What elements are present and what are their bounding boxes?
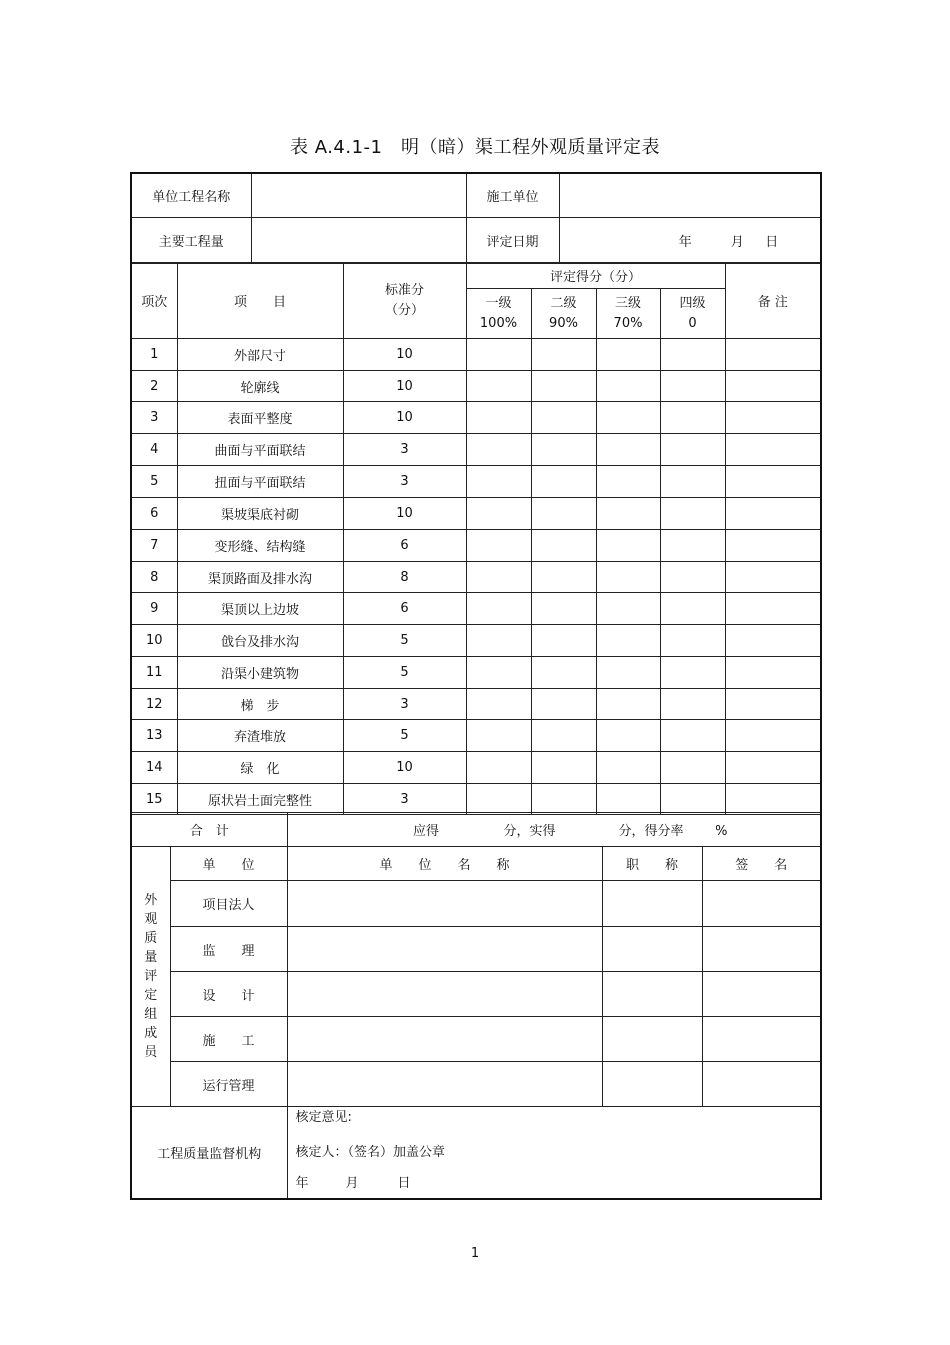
grade-3-score-field[interactable]: [596, 466, 660, 498]
table-row: [131, 657, 821, 689]
title-field[interactable]: [602, 1017, 702, 1062]
row-item: 戗台及排水沟: [177, 625, 343, 657]
main-quantity-field[interactable]: [251, 217, 466, 263]
grade-1-score-field[interactable]: [466, 530, 531, 562]
remark-field[interactable]: [725, 593, 821, 625]
table-row: [131, 371, 821, 402]
row-no: 14: [131, 752, 177, 784]
grade-2-score-field[interactable]: [531, 784, 596, 815]
grade-4-score-field[interactable]: [660, 371, 725, 402]
title-field[interactable]: [602, 1062, 702, 1107]
role-operation: 运行管理: [170, 1062, 287, 1107]
construction-unit-field[interactable]: [559, 173, 821, 217]
role-design: 设 计: [170, 972, 287, 1017]
table-row: [131, 593, 821, 625]
grade-3-score-field[interactable]: [596, 402, 660, 434]
row-standard-score: 3: [343, 434, 466, 466]
row-no: 12: [131, 689, 177, 720]
grade-2-score-field[interactable]: [531, 498, 596, 530]
grade-4-score-field[interactable]: [660, 720, 725, 752]
grade-2-score-field[interactable]: [531, 371, 596, 402]
row-no: 9: [131, 593, 177, 625]
table-row: [131, 752, 821, 784]
table-row: [131, 720, 821, 752]
grade-4-score-field[interactable]: [660, 752, 725, 784]
summary-rate: 分，得分率: [618, 824, 684, 839]
grade-4-score-field[interactable]: [660, 562, 725, 593]
side-label-char: 成: [144, 1026, 158, 1041]
row-item: 沿渠小建筑物: [177, 657, 343, 689]
table-row: [131, 498, 821, 530]
row-no: 1: [131, 339, 177, 371]
row-no: 7: [131, 530, 177, 562]
col-header-standard: 标准分 （分）: [343, 263, 466, 339]
review-opinion: 核定意见:: [295, 1110, 352, 1125]
supervision-table: [130, 1106, 822, 1200]
members-side-label: [131, 847, 170, 1107]
grade-1-score-field[interactable]: [466, 371, 531, 402]
table-row: [131, 434, 821, 466]
remark-field[interactable]: [725, 625, 821, 657]
summary-pct: %: [715, 824, 728, 839]
row-standard-score: 3: [343, 466, 466, 498]
grade-3-score-field[interactable]: [596, 784, 660, 815]
row-standard-score: 3: [343, 784, 466, 815]
col-header-grade-3: 三级 70%: [596, 289, 660, 339]
title-field[interactable]: [602, 972, 702, 1017]
table-row: [131, 689, 821, 720]
remark-field[interactable]: [725, 530, 821, 562]
sign-field[interactable]: [702, 1062, 821, 1107]
members-table: [130, 846, 822, 1107]
row-item: 扭面与平面联结: [177, 466, 343, 498]
supervision-review-field[interactable]: [287, 1107, 821, 1199]
main-quantity-label: 主要工程量: [131, 217, 251, 263]
row-no: 11: [131, 657, 177, 689]
table-row: [131, 562, 821, 593]
table-row: [131, 402, 821, 434]
remark-field[interactable]: [725, 498, 821, 530]
row-item: 原状岩土面完整性: [177, 784, 343, 815]
grade-3-score-field[interactable]: [596, 625, 660, 657]
role-construction: 施 工: [170, 1017, 287, 1062]
grade-4-score-field[interactable]: [660, 530, 725, 562]
side-label-char: 员: [144, 1045, 158, 1060]
col-header-item: 项 目: [177, 263, 343, 339]
row-no: 4: [131, 434, 177, 466]
row-standard-score: 10: [343, 339, 466, 371]
grade-4-score-field[interactable]: [660, 657, 725, 689]
grade-4-score-field[interactable]: [660, 625, 725, 657]
item-rows: [131, 339, 821, 815]
date-month: 月: [730, 234, 744, 250]
remark-field[interactable]: [725, 339, 821, 371]
unit-project-name-label: 单位工程名称: [131, 173, 251, 217]
sign-field[interactable]: [702, 972, 821, 1017]
grade-2-score-field[interactable]: [531, 339, 596, 371]
remark-field[interactable]: [725, 689, 821, 720]
row-standard-score: 6: [343, 530, 466, 562]
row-standard-score: 5: [343, 625, 466, 657]
row-item: 曲面与平面联结: [177, 434, 343, 466]
grade-1-score-field[interactable]: [466, 752, 531, 784]
summary-actual: 分，实得: [503, 824, 556, 839]
grade-1-score-field[interactable]: [466, 562, 531, 593]
remark-field[interactable]: [725, 371, 821, 402]
grade-2-score-field[interactable]: [531, 434, 596, 466]
row-standard-score: 10: [343, 498, 466, 530]
grade-4-score-field[interactable]: [660, 402, 725, 434]
row-no: 3: [131, 402, 177, 434]
row-no: 13: [131, 720, 177, 752]
row-item: 绿 化: [177, 752, 343, 784]
col-header-score-group: 评定得分（分）: [466, 263, 725, 289]
unit-name-field[interactable]: [287, 972, 602, 1017]
side-label-char: 组: [144, 1007, 158, 1022]
supervision-label: 工程质量监督机构: [131, 1107, 287, 1199]
review-approver: 核定人：（签名）加盖公章: [295, 1145, 446, 1160]
row-standard-score: 5: [343, 720, 466, 752]
grade-3-score-field[interactable]: [596, 339, 660, 371]
remark-field[interactable]: [725, 434, 821, 466]
row-no: 15: [131, 784, 177, 815]
row-item: 渠顶以上边坡: [177, 593, 343, 625]
page-number: 1: [470, 1246, 480, 1261]
grade-4-score-field[interactable]: [660, 339, 725, 371]
grade-2-score-field[interactable]: [531, 466, 596, 498]
row-standard-score: 10: [343, 371, 466, 402]
grade-1-score-field[interactable]: [466, 784, 531, 815]
side-label-char: 量: [144, 950, 158, 965]
summary-should: 应得: [413, 824, 440, 839]
grade-4-score-field[interactable]: [660, 593, 725, 625]
grade-3-score-field[interactable]: [596, 562, 660, 593]
header-table: [130, 172, 822, 264]
role-supervision: 监 理: [170, 927, 287, 972]
grade-1-score-field[interactable]: [466, 593, 531, 625]
row-standard-score: 10: [343, 752, 466, 784]
side-label-char: 外: [144, 893, 158, 908]
date-day: 日: [765, 234, 779, 250]
grade-2-score-field[interactable]: [531, 562, 596, 593]
summary-label: 合 计: [131, 813, 287, 847]
grade-4-score-field[interactable]: [660, 689, 725, 720]
grade-1-score-field[interactable]: [466, 466, 531, 498]
row-no: 5: [131, 466, 177, 498]
eval-date-label: 评定日期: [466, 217, 559, 263]
items-table: [130, 262, 822, 815]
unit-name-field[interactable]: [287, 881, 602, 927]
remark-field[interactable]: [725, 562, 821, 593]
sign-field[interactable]: [702, 881, 821, 927]
row-no: 10: [131, 625, 177, 657]
eval-date-field[interactable]: [559, 217, 821, 263]
side-label-char: 质: [144, 931, 158, 946]
grade-4-score-field[interactable]: [660, 784, 725, 815]
remark-field[interactable]: [725, 657, 821, 689]
members-col-sign: 签 名: [702, 847, 821, 881]
grade-1-score-field[interactable]: [466, 625, 531, 657]
col-header-grade-1: 一级 100%: [466, 289, 531, 339]
members-col-unit: 单 位: [170, 847, 287, 881]
row-standard-score: 10: [343, 402, 466, 434]
grade-3-score-field[interactable]: [596, 752, 660, 784]
grade-2-score-field[interactable]: [531, 530, 596, 562]
row-item: 轮廓线: [177, 371, 343, 402]
members-col-title: 职 称: [602, 847, 702, 881]
row-item: 弃渣堆放: [177, 720, 343, 752]
grade-1-score-field[interactable]: [466, 402, 531, 434]
remark-field[interactable]: [725, 466, 821, 498]
grade-1-score-field[interactable]: [466, 434, 531, 466]
grade-3-score-field[interactable]: [596, 720, 660, 752]
grade-4-score-field[interactable]: [660, 466, 725, 498]
table-row: [131, 466, 821, 498]
grade-2-score-field[interactable]: [531, 720, 596, 752]
unit-name-field[interactable]: [287, 927, 602, 972]
unit-project-name-field[interactable]: [251, 173, 466, 217]
table-row: [131, 530, 821, 562]
title-field[interactable]: [602, 881, 702, 927]
row-standard-score: 8: [343, 562, 466, 593]
row-standard-score: 5: [343, 657, 466, 689]
remark-field[interactable]: [725, 720, 821, 752]
row-no: 6: [131, 498, 177, 530]
grade-4-score-field[interactable]: [660, 498, 725, 530]
sign-field[interactable]: [702, 1017, 821, 1062]
grade-3-score-field[interactable]: [596, 434, 660, 466]
grade-3-score-field[interactable]: [596, 593, 660, 625]
grade-1-score-field[interactable]: [466, 498, 531, 530]
summary-table: [130, 812, 822, 847]
grade-4-score-field[interactable]: [660, 434, 725, 466]
row-item: 梯 步: [177, 689, 343, 720]
grade-3-score-field[interactable]: [596, 689, 660, 720]
grade-2-score-field[interactable]: [531, 402, 596, 434]
members-col-unit-name: 单 位 名 称: [287, 847, 602, 881]
unit-name-field[interactable]: [287, 1017, 602, 1062]
remark-field[interactable]: [725, 784, 821, 815]
side-label-char: 定: [144, 988, 158, 1003]
grade-2-score-field[interactable]: [531, 625, 596, 657]
page-title: 表 A.4.1-1 明（暗）渠工程外观质量评定表: [289, 137, 660, 158]
row-standard-score: 6: [343, 593, 466, 625]
row-item: 渠坡渠底衬砌: [177, 498, 343, 530]
table-row: [131, 625, 821, 657]
col-header-grade-4: 四级 0: [660, 289, 725, 339]
col-header-grade-2: 二级 90%: [531, 289, 596, 339]
col-header-remark: 备 注: [725, 263, 821, 339]
row-item: 外部尺寸: [177, 339, 343, 371]
row-item: 表面平整度: [177, 402, 343, 434]
col-header-no: 项次: [131, 263, 177, 339]
date-year: 年: [678, 234, 692, 250]
row-no: 2: [131, 371, 177, 402]
summary-field[interactable]: [287, 813, 821, 847]
remark-field[interactable]: [725, 402, 821, 434]
table-row: [131, 784, 821, 815]
sign-field[interactable]: [702, 927, 821, 972]
row-no: 8: [131, 562, 177, 593]
unit-name-field[interactable]: [287, 1062, 602, 1107]
row-item: 变形缝、结构缝: [177, 530, 343, 562]
row-item: 渠顶路面及排水沟: [177, 562, 343, 593]
grade-2-score-field[interactable]: [531, 593, 596, 625]
side-label-char: 观: [144, 912, 158, 927]
construction-unit-label: 施工单位: [466, 173, 559, 217]
table-row: [131, 339, 821, 371]
grade-3-score-field[interactable]: [596, 657, 660, 689]
title-field[interactable]: [602, 927, 702, 972]
side-label-char: 评: [144, 969, 158, 984]
remark-field[interactable]: [725, 752, 821, 784]
grade-1-score-field[interactable]: [466, 657, 531, 689]
grade-1-score-field[interactable]: [466, 339, 531, 371]
role-project-owner: 项目法人: [170, 881, 287, 927]
grade-3-score-field[interactable]: [596, 498, 660, 530]
grade-2-score-field[interactable]: [531, 689, 596, 720]
grade-3-score-field[interactable]: [596, 530, 660, 562]
row-standard-score: 3: [343, 689, 466, 720]
grade-2-score-field[interactable]: [531, 657, 596, 689]
grade-2-score-field[interactable]: [531, 752, 596, 784]
grade-1-score-field[interactable]: [466, 689, 531, 720]
grade-1-score-field[interactable]: [466, 720, 531, 752]
grade-3-score-field[interactable]: [596, 371, 660, 402]
review-date: 年 月 日: [295, 1176, 411, 1191]
